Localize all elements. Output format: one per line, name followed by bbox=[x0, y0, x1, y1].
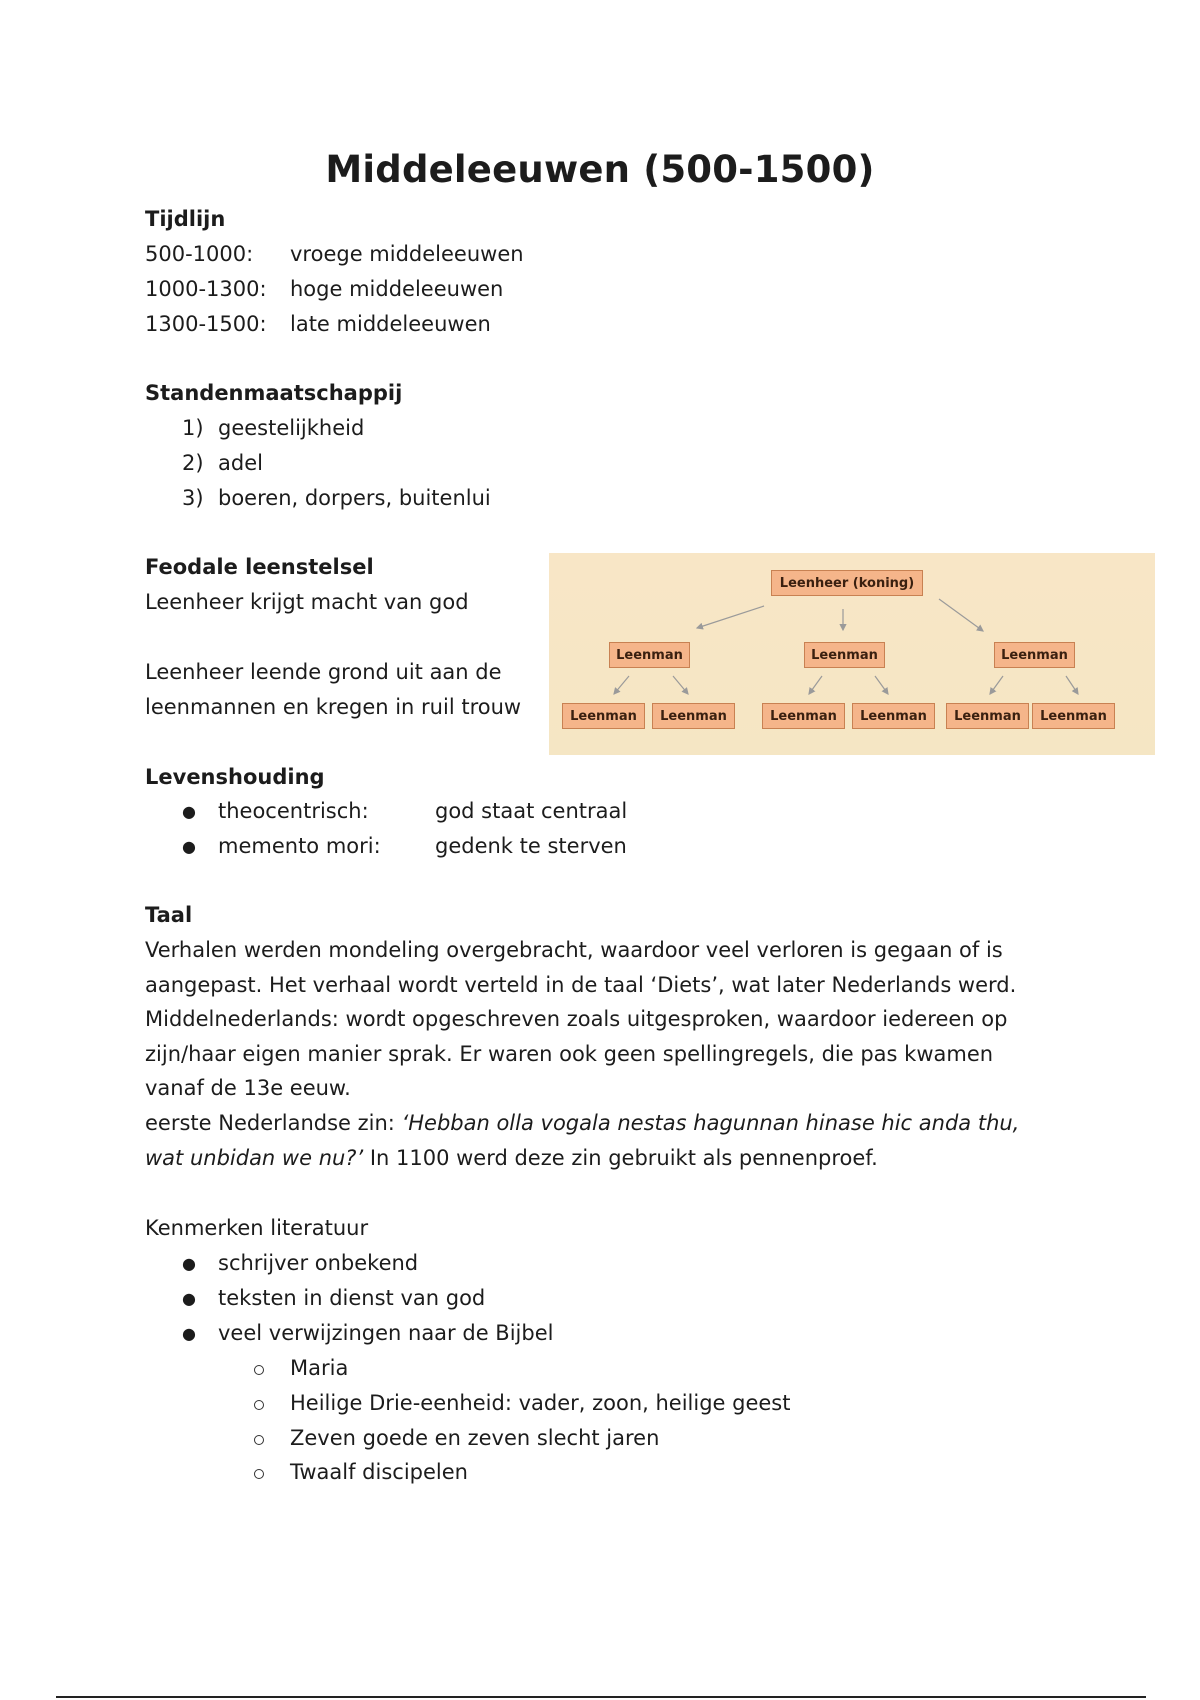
diagram-arrow bbox=[990, 676, 1003, 694]
levenshouding-heading: Levenshouding bbox=[145, 765, 325, 789]
list-item: geestelijkheid bbox=[218, 416, 365, 440]
list-item: adel bbox=[218, 451, 263, 475]
levenshouding-desc: gedenk te sterven bbox=[435, 834, 627, 858]
circle-bullet-icon bbox=[254, 1400, 264, 1410]
diagram-arrow bbox=[697, 606, 764, 628]
first-sentence-lead: eerste Nederlandse zin: bbox=[145, 1111, 402, 1135]
list-item: schrijver onbekend bbox=[218, 1251, 419, 1275]
list-number: 2) bbox=[182, 451, 204, 475]
levenshouding-term: theocentrisch: bbox=[218, 799, 369, 823]
leenheer-node: Leenheer (koning) bbox=[771, 570, 923, 596]
timeline-year: 1000-1300: bbox=[145, 277, 267, 301]
diagram-arrow bbox=[1066, 676, 1078, 694]
bullet-icon: ● bbox=[182, 802, 196, 821]
taal-heading: Taal bbox=[145, 903, 193, 927]
timeline-heading: Tijdlijn bbox=[145, 207, 226, 231]
kenmerken-heading: Kenmerken literatuur bbox=[145, 1216, 369, 1240]
timeline-year: 1300-1500: bbox=[145, 312, 267, 336]
leenman-node: Leenman bbox=[804, 642, 885, 668]
feodaal-heading: Feodale leenstelsel bbox=[145, 555, 374, 579]
levenshouding-term: memento mori: bbox=[218, 834, 381, 858]
standen-heading: Standenmaatschappij bbox=[145, 381, 403, 405]
page-title: Middeleeuwen (500-1500) bbox=[325, 148, 875, 191]
leenman-node: Leenman bbox=[562, 703, 645, 729]
diagram-arrow bbox=[809, 676, 822, 694]
circle-bullet-icon bbox=[254, 1435, 264, 1445]
timeline-label: vroege middeleeuwen bbox=[290, 242, 524, 266]
taal-first-sentence bbox=[145, 1106, 1045, 1175]
leenman-node: Leenman bbox=[946, 703, 1029, 729]
leenman-node: Leenman bbox=[852, 703, 935, 729]
levenshouding-desc: god staat centraal bbox=[435, 799, 628, 823]
leenman-node: Leenman bbox=[762, 703, 845, 729]
list-item: teksten in dienst van god bbox=[218, 1286, 486, 1310]
list-item: veel verwijzingen naar de Bijbel bbox=[218, 1321, 554, 1345]
timeline-year: 500-1000: bbox=[145, 242, 254, 266]
first-sentence-quote: ‘Hebban olla vogala nestas hagunnan hinase hic anda thu, wat unbidan we nu?’ bbox=[145, 1111, 1020, 1170]
leenman-node: Leenman bbox=[1032, 703, 1115, 729]
taal-paragraph: Verhalen werden mondeling overgebracht, waardoor veel verloren is gegaan of is aangepast. Het verhaal wordt verteld in de taal ‘Diets’, wat later Nederlands werd. Middelnederlands: wordt opgeschreven zoals uitgesproken, waardoor iedereen op zijn/haar eigen manier sprak. Er waren ook geen spellingregels, die pas kwamen vanaf de 13e eeuw. bbox=[145, 938, 1017, 1100]
leenman-node: Leenman bbox=[652, 703, 735, 729]
bullet-icon: ● bbox=[182, 837, 196, 856]
feodaal-line: Leenheer leende grond uit aan de bbox=[145, 660, 502, 684]
bullet-icon: ● bbox=[182, 1324, 196, 1343]
leenman-node: Leenman bbox=[609, 642, 690, 668]
sub-list-item: Twaalf discipelen bbox=[290, 1460, 468, 1484]
bullet-icon: ● bbox=[182, 1254, 196, 1273]
diagram-arrow bbox=[673, 676, 688, 694]
feudal-hierarchy-diagram bbox=[549, 553, 1155, 755]
circle-bullet-icon bbox=[254, 1469, 264, 1479]
leenman-node: Leenman bbox=[994, 642, 1075, 668]
footer-divider bbox=[56, 1696, 1146, 1698]
sub-list-item: Zeven goede en zeven slecht jaren bbox=[290, 1426, 660, 1450]
diagram-arrow bbox=[939, 599, 983, 631]
timeline-label: hoge middeleeuwen bbox=[290, 277, 504, 301]
sub-list-item: Heilige Drie-eenheid: vader, zoon, heilige geest bbox=[290, 1391, 791, 1415]
feodaal-line: Leenheer krijgt macht van god bbox=[145, 590, 469, 614]
sub-list-item: Maria bbox=[290, 1356, 349, 1380]
list-number: 1) bbox=[182, 416, 204, 440]
list-number: 3) bbox=[182, 486, 204, 510]
circle-bullet-icon bbox=[254, 1365, 264, 1375]
bullet-icon: ● bbox=[182, 1289, 196, 1308]
first-sentence-tail: In 1100 werd deze zin gebruikt als pennenproef. bbox=[363, 1145, 878, 1170]
feodaal-line: leenmannen en kregen in ruil trouw bbox=[145, 695, 522, 719]
diagram-arrow bbox=[875, 676, 888, 694]
list-item: boeren, dorpers, buitenlui bbox=[218, 486, 491, 510]
timeline-label: late middeleeuwen bbox=[290, 312, 491, 336]
diagram-arrow bbox=[614, 676, 629, 694]
